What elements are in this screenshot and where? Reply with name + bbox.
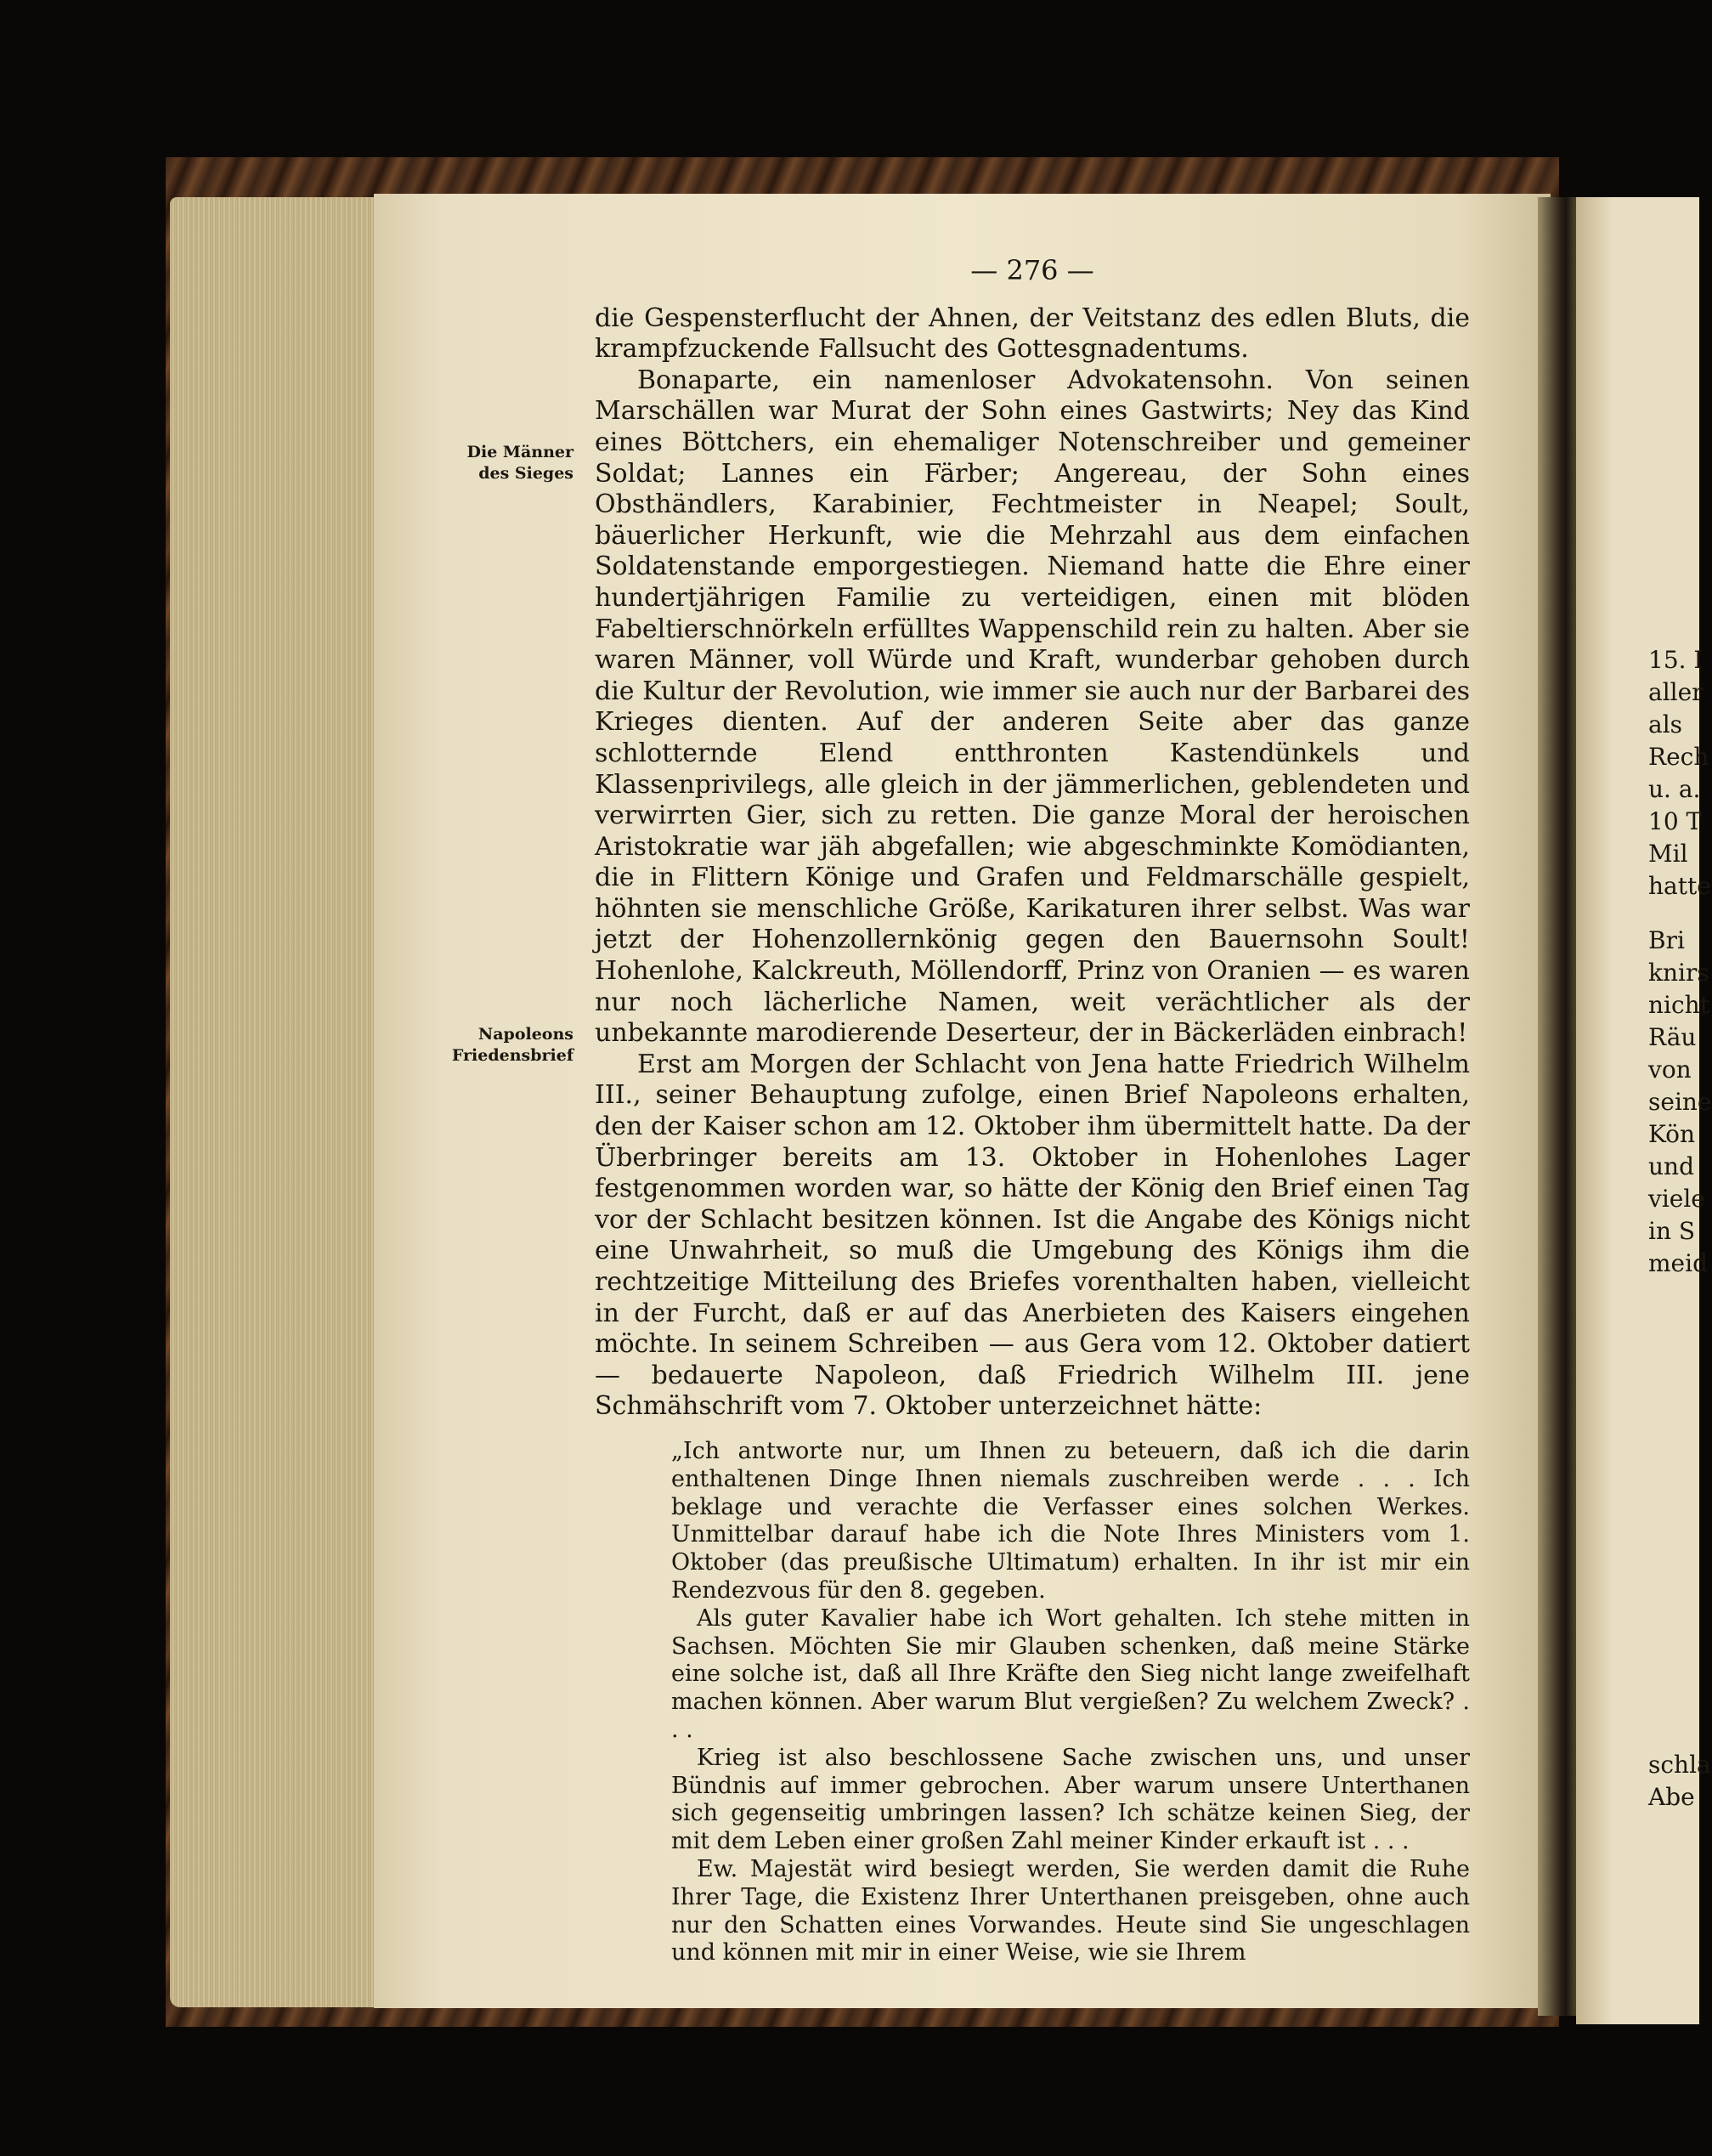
fragment: knirs <box>1648 959 1709 987</box>
fragment: u. a. <box>1648 775 1701 803</box>
page-edges <box>170 197 391 2007</box>
fragment: Bri <box>1648 926 1685 954</box>
fragment: Räu <box>1648 1023 1697 1051</box>
fragment: Abe <box>1648 1783 1695 1811</box>
quote-paragraph: Krieg ist also beschlossene Sache zwischen uns, und unser Bündnis auf immer gebrochen. Aber warum unsere Unterthanen sich gegenseitig umbringen lassen? Ich schätze keinen Sieg, der mit dem Leben einer großen Zahl meiner Kinder erkauft ist . . . <box>671 1744 1470 1855</box>
fragment: meid <box>1648 1249 1708 1277</box>
fragment: aller <box>1648 678 1704 706</box>
quote-paragraph: Ew. Majestät wird besiegt werden, Sie werden damit die Ruhe Ihrer Tage, die Existenz Ihrer Unterthanen preisgeben, ohne auch nur den Schatten eines Vorwandes. Heute sind Sie ungeschlagen und können mit mir in einer Weise, wie sie Ihrem <box>671 1855 1470 1966</box>
fragment: 10 T <box>1648 807 1703 835</box>
fragment: seine <box>1648 1088 1712 1116</box>
right-page-fragment-block-2 <box>1648 925 1712 1280</box>
paragraph: Erst am Morgen der Schlacht von Jena hatte Friedrich Wilhelm III., seiner Behauptung zufolge, einen Brief Napoleons erhalten, den der Kaiser schon am 12. Oktober ihm übermittelt hatte. Da der Überbringer bereits am 13. Oktober in Hohenlohes Lager festgenommen worden war, so hätte der König den Brief einen Tag vor der Schlacht besitzen können. Ist die Angabe des Königs nicht eine Unwahrheit, so muß die Umgebung des Königs ihm die rechtzeitige Mitteilung des Briefes vorenthalten haben, vielleicht in der Furcht, daß er auf das Anerbieten des Kaisers eingehen möchte. In seinem Schreiben — aus Gera vom 12. Oktober datiert — bedauerte Napoleon, daß Friedrich Wilhelm III. jene Schmähschrift vom 7. Oktober unterzeichnet hätte: <box>595 1049 1470 1422</box>
fragment: 15. I <box>1648 646 1704 674</box>
fragment: als <box>1648 710 1683 738</box>
fragment: viele <box>1648 1185 1705 1213</box>
quote-paragraph: Als guter Kavalier habe ich Wort gehalten. Ich stehe mitten in Sachsen. Möchten Sie mir Glauben schenken, daß meine Stärke eine solche ist, daß all Ihre Kräfte den Sieg nicht lange zweifelhaft machen können. Aber warum Blut vergießen? Zu welchem Zweck? . . . <box>671 1604 1470 1743</box>
right-page-fragment-block-1 <box>1648 644 1711 903</box>
fragment: schla <box>1648 1751 1711 1779</box>
fragment: Kön <box>1648 1120 1696 1148</box>
main-text-column <box>595 255 1470 1967</box>
letter-quote <box>671 1438 1470 1967</box>
quote-paragraph: „Ich antworte nur, um Ihnen zu beteuern, daß ich die darin enthaltenen Dinge Ihnen niemals zuschreiben werde . . . Ich beklage und verachte die Verfasser eines solchen Werkes. Unmittelbar darauf habe ich die Note Ihres Ministers vom 1. Oktober (das preußische Ultimatum) erhalten. In ihr ist mir ein Rendezvous für den 8. gegeben. <box>671 1437 1470 1604</box>
fragment: Mil <box>1648 840 1688 868</box>
right-page-fragment-block-3 <box>1648 1749 1711 1814</box>
paragraph: die Gespensterflucht der Ahnen, der Veitstanz des edlen Bluts, die krampfzuckende Fallsucht des Gottesgnadentums. <box>595 303 1470 365</box>
margin-note-men-of-victory: Die Männer des Sieges <box>466 443 573 483</box>
fragment: hatte <box>1648 872 1711 900</box>
fragment: und <box>1648 1152 1694 1180</box>
fragment: Rech <box>1648 743 1709 771</box>
margin-note-peace-letter: Napoleons Friedensbrief <box>451 1025 573 1065</box>
fragment: in S <box>1648 1217 1696 1245</box>
fragment: nicht <box>1648 991 1709 1019</box>
paragraph: Bonaparte, ein namenloser Advokatensohn. Von seinen Marschällen war Murat der Sohn eines Gastwirts; Ney das Kind eines Böttchers, ein ehemaliger Notenschreiber und gemeiner Soldat; Lannes ein Färber; Angereau, der Sohn eines Obsthändlers, Karabinier, Fechtmeister in Neapel; Soult, bäuerlicher Herkunft, wie die Mehrzahl aus dem einfachen Soldatenstande emporgestiegen. Niemand hatte die Ehre einer hundertjährigen Familie zu verteidigen, einen mit blöden Fabeltierschnörkeln erfülltes Wappenschild rein zu halten. Aber sie waren Männer, voll Würde und Kraft, wunderbar gehoben durch die Kultur der Revolution, wie immer sie auch nur der Barbarei des Krieges dienten. Auf der anderen Seite aber das ganze schlotternde Elend entthronten Kastendünkels und Klassenprivilegs, alle gleich in der jämmerlichen, geblendeten und verwirrten Gier, sich zu retten. Die ganze Moral der heroischen Aristokratie war jäh abgefallen; wie abgeschminkte Komödianten, die in Flittern Könige und Grafen und Feldmarschälle gespielt, höhnten sie menschliche Größe, Karikaturen ihrer selbst. Was war jetzt der Hohenzollernkönig gegen den Bauernsohn Soult! Hohenlohe, Kalckreuth, Möllendorff, Prinz von Oranien — es waren nur noch lächerliche Namen, weit verächtlicher als der unbekannte marodierende Deserteur, der in Bäckerläden einbrach! <box>595 365 1470 1049</box>
fragment: von <box>1648 1055 1692 1084</box>
page-number: — 276 — <box>970 254 1094 286</box>
